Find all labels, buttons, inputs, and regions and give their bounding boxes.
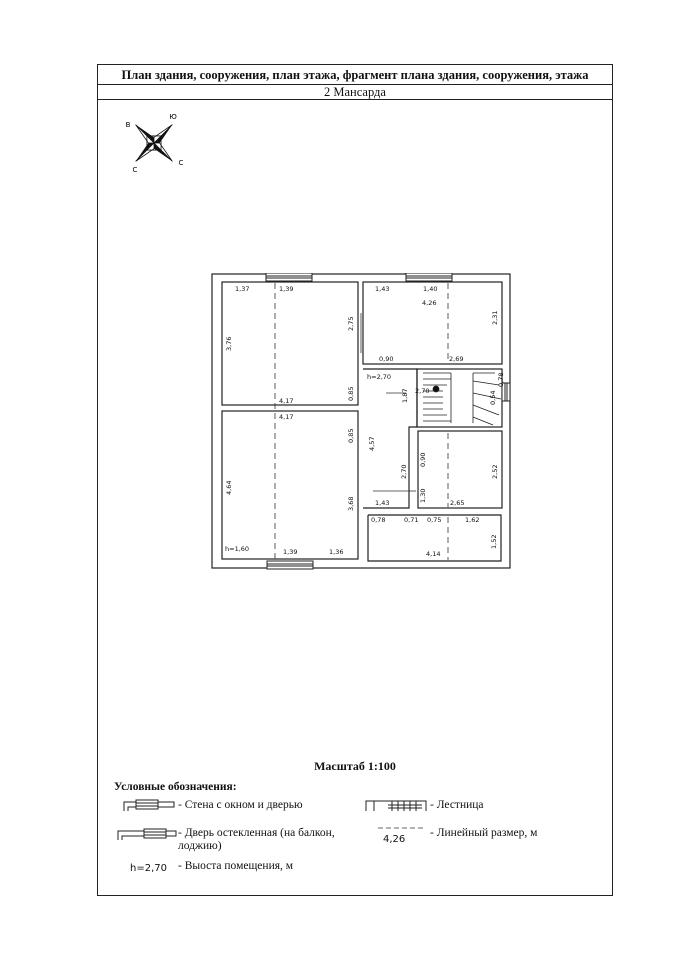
compass-north: Ю <box>169 113 177 121</box>
dim-label: 2,75 <box>347 316 355 331</box>
floor-name: 2 Мансарда <box>98 85 612 100</box>
dim-label: h=1,60 <box>225 545 250 553</box>
dim-label: 0,78 <box>371 516 386 524</box>
dim-label: 1,52 <box>490 534 498 549</box>
dim-label: 0,90 <box>419 452 427 467</box>
compass-south: С <box>132 166 138 174</box>
dim-label: 0,75 <box>427 516 442 524</box>
dim-label: 2,69 <box>449 355 464 363</box>
stairs-legend-icon <box>364 797 428 813</box>
dim-label: 2,31 <box>491 310 499 325</box>
wall-legend-icon <box>122 797 176 813</box>
dim-label: 1,43 <box>375 285 390 293</box>
dim-label: 1,37 <box>235 285 250 293</box>
dim-label: 1,39 <box>283 548 298 556</box>
dim-label: 1,87 <box>401 388 409 403</box>
dim-label: 0,90 <box>379 355 394 363</box>
legend-title: Условные обозначения: <box>114 781 237 793</box>
dim-label: 4,64 <box>225 480 233 495</box>
legend-wall-text: - Стена с окном и дверью <box>178 799 303 811</box>
dimension-legend-icon <box>376 825 426 831</box>
dim-label: 0,85 <box>347 386 355 401</box>
dim-label: 2,65 <box>450 499 465 507</box>
dim-label: 3,68 <box>347 496 355 511</box>
legend-dimension-sample: 4,26 <box>383 834 406 845</box>
legend-glass-door-text: - Дверь остекленная (на балкон, лоджию) <box>178 827 335 852</box>
dim-label: 0,54 <box>489 390 497 405</box>
dim-label: 1,40 <box>423 285 438 293</box>
dim-label: 4,26 <box>422 299 437 307</box>
dim-label: 0,71 <box>404 516 419 524</box>
dim-label: 4,57 <box>368 436 376 451</box>
glass-door-legend-icon <box>116 826 178 842</box>
legend-stairs-text: - Лестница <box>430 799 484 811</box>
dim-label: 0,78 <box>497 372 505 387</box>
dim-label: 4,14 <box>426 550 441 558</box>
dim-label: 2,70 <box>415 387 430 395</box>
floor-plan <box>211 273 513 571</box>
dim-label: 1,36 <box>329 548 344 556</box>
plan-title: План здания, сооружения, план этажа, фрагмент плана здания, сооружения, этажа <box>98 65 612 85</box>
legend-height-sample: h=2,70 <box>130 863 167 874</box>
dim-label: 1,62 <box>465 516 480 524</box>
legend-height-text: - Выоста помещения, м <box>178 860 294 872</box>
dim-label: h=2,70 <box>367 373 392 381</box>
compass-rose-icon <box>118 105 198 180</box>
drawing-sheet <box>97 64 613 896</box>
legend-dimension-text: - Линейный размер, м <box>430 827 538 839</box>
dim-label: 4,17 <box>279 397 294 405</box>
compass-west: В <box>125 121 131 129</box>
scale-label: Масштаб 1:100 <box>314 759 396 773</box>
dim-label: 3,76 <box>225 336 233 351</box>
dim-label: 1,39 <box>279 285 294 293</box>
dim-label: 2,70 <box>400 464 408 479</box>
dim-label: 1,30 <box>419 488 427 503</box>
dim-label: 0,85 <box>347 428 355 443</box>
dim-label: 4,17 <box>279 413 294 421</box>
dim-label: 1,43 <box>375 499 390 507</box>
dim-label: 2,52 <box>491 464 499 479</box>
compass-east: С <box>178 159 184 167</box>
